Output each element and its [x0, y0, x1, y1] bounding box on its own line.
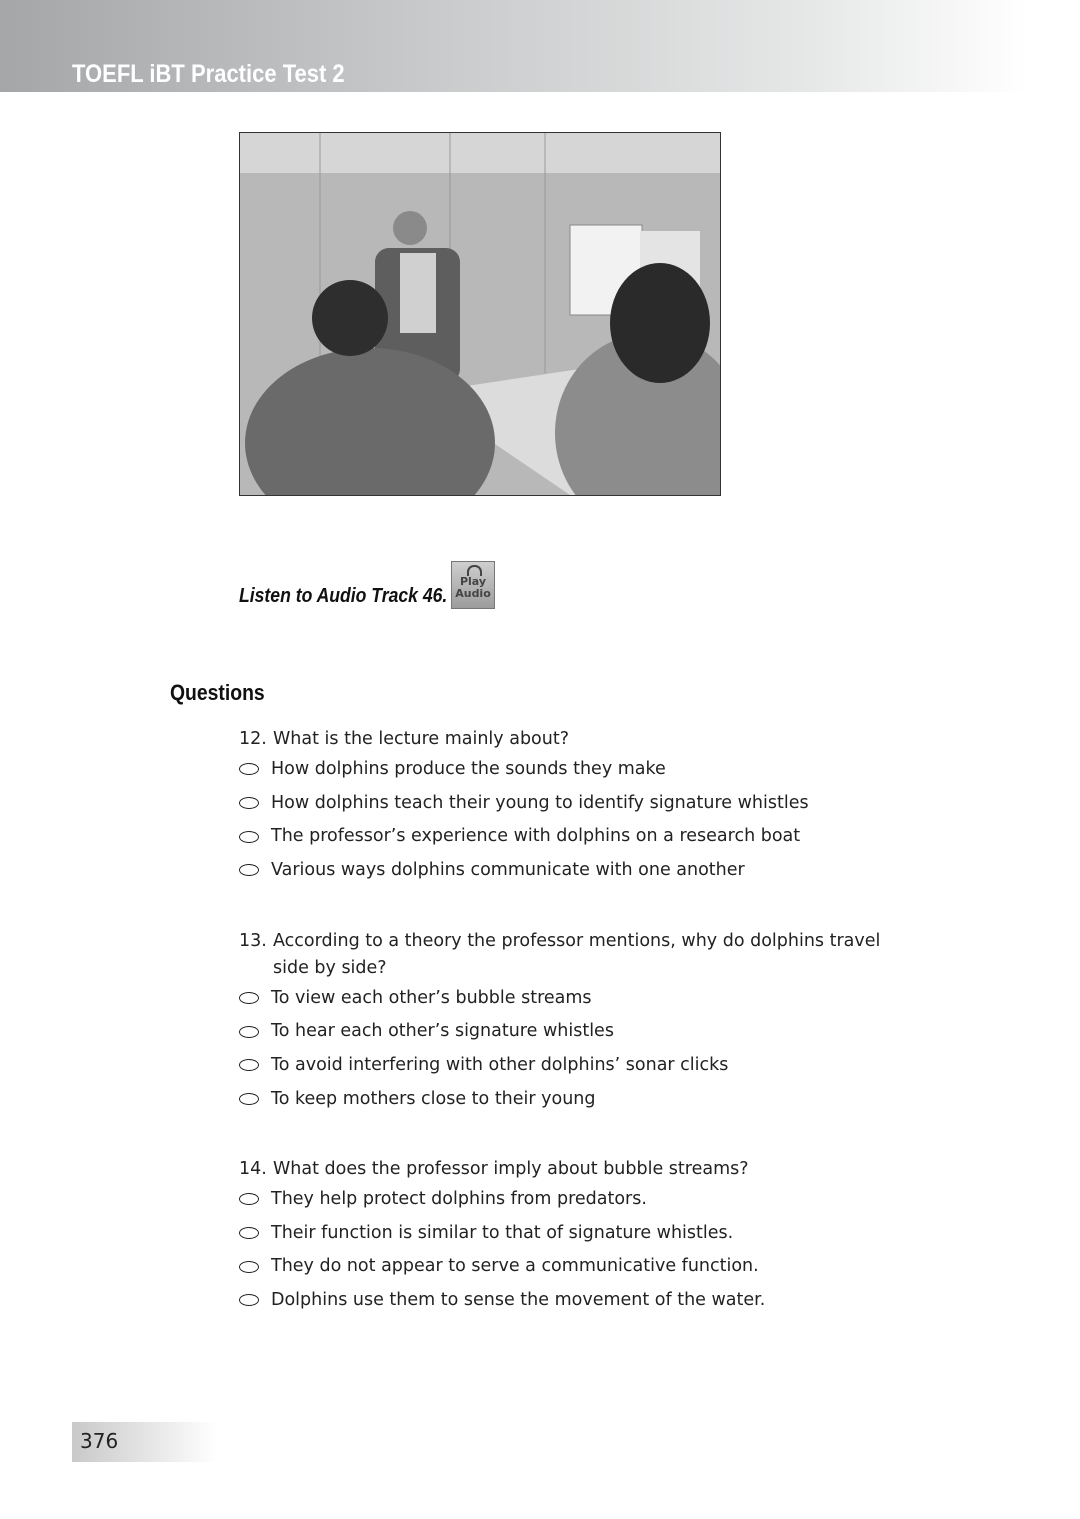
radio-oval-icon[interactable] [239, 1193, 259, 1205]
section-title: Questions [170, 680, 265, 705]
question-text: What is the lecture mainly about? [273, 729, 569, 749]
header-title: TOEFL iBT Practice Test 2 [72, 60, 345, 88]
answer-option[interactable] [239, 981, 919, 1015]
radio-oval-icon[interactable] [239, 1093, 259, 1105]
audio-label: Audio [455, 587, 491, 600]
question-number: 12. [239, 729, 267, 749]
answer-option[interactable] [239, 1048, 919, 1082]
answer-option[interactable] [239, 1250, 919, 1284]
option-text: To hear each other’s signature whistles [271, 1021, 614, 1042]
question-number: 14. [239, 1159, 267, 1179]
option-text: They help protect dolphins from predators. [271, 1189, 647, 1210]
answer-option[interactable] [239, 1015, 919, 1049]
option-text: To keep mothers close to their young [271, 1088, 596, 1109]
radio-oval-icon[interactable] [239, 763, 259, 775]
option-text: To view each other’s bubble streams [271, 987, 592, 1008]
option-text: Their function is similar to that of signature whistles. [271, 1222, 734, 1243]
radio-oval-icon[interactable] [239, 1059, 259, 1071]
answer-option[interactable] [239, 854, 919, 888]
play-label: Play [459, 575, 487, 588]
answer-option[interactable] [239, 1284, 919, 1318]
classroom-photo [239, 132, 721, 496]
option-text: Various ways dolphins communicate with one another [271, 860, 745, 881]
page-number: 376 [80, 1429, 119, 1453]
option-text: The professor’s experience with dolphins on a research boat [271, 826, 801, 847]
question-number: 13. [239, 931, 267, 951]
headphones-icon [467, 565, 482, 576]
question-12 [239, 726, 919, 887]
answer-option[interactable] [239, 786, 919, 820]
question-text: According to a theory the professor mentions, why do dolphins travel side by side? [273, 931, 881, 978]
option-text: How dolphins teach their young to identify signature whistles [271, 792, 809, 813]
option-text: To avoid interfering with other dolphins’ sonar clicks [271, 1054, 729, 1075]
radio-oval-icon[interactable] [239, 831, 259, 843]
answer-option[interactable] [239, 1082, 919, 1116]
radio-oval-icon[interactable] [239, 797, 259, 809]
answer-option[interactable] [239, 820, 919, 854]
question-14 [239, 1156, 919, 1317]
audio-instruction: Listen to Audio Track 46. [239, 585, 448, 607]
page-header [0, 0, 1080, 92]
radio-oval-icon[interactable] [239, 1026, 259, 1038]
radio-oval-icon[interactable] [239, 1227, 259, 1239]
radio-oval-icon[interactable] [239, 1294, 259, 1306]
answer-option[interactable] [239, 1216, 919, 1250]
play-audio-button[interactable] [451, 561, 495, 609]
radio-oval-icon[interactable] [239, 992, 259, 1004]
option-text: Dolphins use them to sense the movement of the water. [271, 1290, 766, 1311]
option-text: They do not appear to serve a communicative function. [271, 1256, 759, 1277]
question-13 [239, 928, 919, 1116]
question-text: What does the professor imply about bubble streams? [273, 1159, 749, 1179]
answer-option[interactable] [239, 1183, 919, 1217]
radio-oval-icon[interactable] [239, 1261, 259, 1273]
photo-illustration [240, 133, 720, 495]
option-text: How dolphins produce the sounds they make [271, 759, 666, 780]
answer-option[interactable] [239, 753, 919, 787]
radio-oval-icon[interactable] [239, 864, 259, 876]
